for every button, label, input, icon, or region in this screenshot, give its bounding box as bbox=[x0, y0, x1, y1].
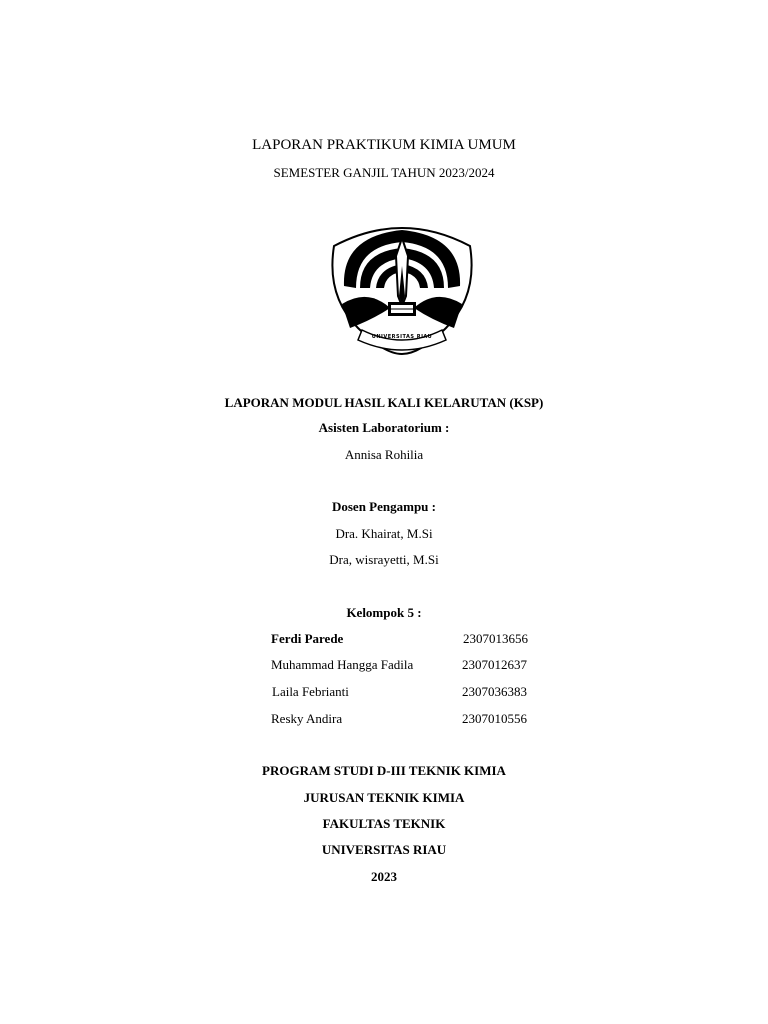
report-title: LAPORAN PRAKTIKUM KIMIA UMUM bbox=[252, 137, 516, 153]
program-name: PROGRAM STUDI D-III TEKNIK KIMIA bbox=[262, 763, 506, 778]
department-name: JURUSAN TEKNIK KIMIA bbox=[303, 790, 465, 805]
member-id: 2307010556 bbox=[462, 711, 527, 726]
year: 2023 bbox=[371, 869, 397, 884]
lecturer-name: Dra, wisrayetti, M.Si bbox=[329, 552, 439, 567]
group-label: Kelompok 5 : bbox=[346, 605, 422, 620]
member-id: 2307036383 bbox=[462, 684, 527, 699]
semester-line: SEMESTER GANJIL TAHUN 2023/2024 bbox=[273, 165, 495, 180]
member-id: 2307012637 bbox=[462, 657, 527, 672]
lecturer-name: Dra. Khairat, M.Si bbox=[335, 526, 433, 541]
member-name: Muhammad Hangga Fadila bbox=[271, 657, 414, 672]
university-name: UNIVERSITAS RIAU bbox=[321, 842, 447, 857]
assistant-name: Annisa Rohilia bbox=[344, 447, 424, 462]
member-name: Resky Andira bbox=[271, 711, 343, 726]
member-name: Ferdi Parede bbox=[271, 631, 344, 646]
assistant-label: Asisten Laboratorium : bbox=[318, 420, 450, 435]
faculty-name: FAKULTAS TEKNIK bbox=[322, 816, 446, 831]
member-id: 2307013656 bbox=[463, 631, 528, 646]
university-logo bbox=[328, 216, 476, 359]
module-title: LAPORAN MODUL HASIL KALI KELARUTAN (KSP) bbox=[224, 395, 544, 410]
lecturer-label: Dosen Pengampu : bbox=[331, 499, 436, 514]
logo-ribbon-text: UNIVERSITAS RIAU bbox=[371, 334, 433, 340]
member-name: Laila Febrianti bbox=[272, 684, 349, 699]
